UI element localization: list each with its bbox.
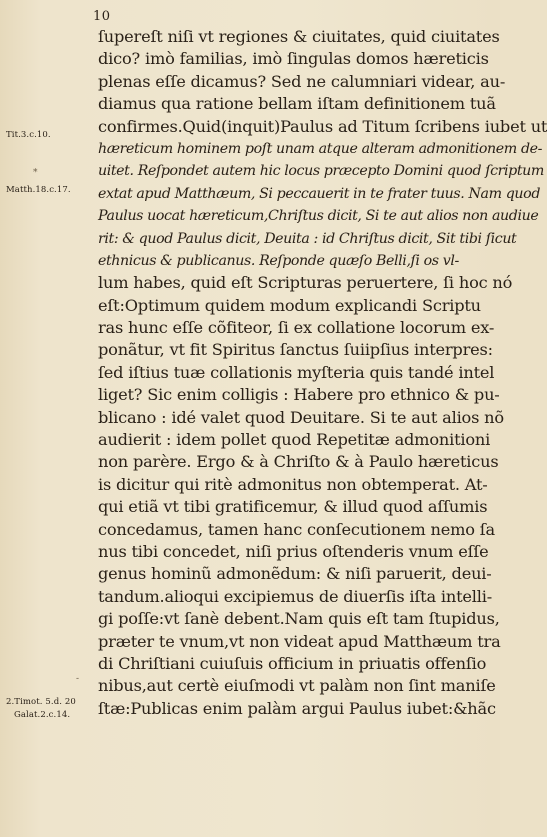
text-line: liget? Sic enim colligis : Habere pro ethnico & pu- — [98, 385, 500, 405]
text-line: nibus,aut certè eiuſmodi vt palàm non ſint maniſe — [98, 676, 496, 696]
stray-mark: - — [76, 674, 80, 684]
text-line: ſupereſt niſi vt regiones & ciuitates, quid ciuitates — [98, 27, 500, 46]
text-line: lum habes, quid eſt Scripturas peruertere, ſi hoc nó — [98, 273, 513, 293]
text-line: eſt:Optimum quidem modum explicandi Scriptu — [98, 295, 481, 315]
text-line: nus tibi concedet, niſi prius oſtenderis vnum eſſe — [98, 541, 489, 561]
text-line-italic: hæreticum hominem poſt unam atque alteram admonitionem de- — [98, 140, 543, 157]
text-line: genus hominũ admonẽdum: & niſi paruerit, deui- — [98, 564, 492, 584]
marginal-note-titus: Tit.3.c.10. — [6, 130, 51, 140]
text-line: non parère. Ergo & à Chriſto & à Paulo hæreticus — [98, 452, 499, 472]
text-line: tandum.alioqui excipiemus de diuerſis iſta intelli- — [98, 586, 492, 606]
text-line: concedamus, tamen hanc conſecutionem nemo ſa — [98, 519, 495, 539]
text-line-italic: Paulus uocat hæreticum,Chriſtus dicit, Si te aut alios non audiue — [98, 208, 539, 225]
page-number: 10 — [93, 9, 111, 24]
text-line: is dicitur qui ritè admonitus non obtemperat. At- — [98, 474, 488, 494]
text-line: dico? imò familias, imò ſingulas domos hæreticis — [98, 49, 489, 69]
body-text — [98, 26, 547, 720]
text-line-mixed: ethnicus & publicanus. Reſponde quæſo Belli,ſi os vl- — [98, 252, 459, 269]
stray-mark: * — [33, 168, 38, 178]
text-line-italic: rit: & quod Paulus dicit, Deuita : id Chriſtus dicit, Sit tibi ſicut — [98, 230, 517, 247]
text-line: plenas eſſe dicamus? Sed ne calumniari videar, au- — [98, 71, 506, 91]
text-line: ras hunc eſſe cõfiteor, ſi ex collatione locorum ex- — [98, 318, 495, 338]
text-line: qui etiã vt tibi gratificemur, & illud quod aſſumis — [98, 497, 488, 517]
text-line: di Chriſtiani cuiuſuis officium in priuatis offenſio — [98, 653, 487, 673]
text-line: audierit : idem pollet quod Repetitæ admonitioni — [98, 430, 491, 450]
text-line-italic: extat apud Matthæum, Si peccauerit in te frater tuus. Nam quod — [98, 185, 540, 202]
marginal-note-matthew: Matth.18.c.17. — [6, 185, 71, 195]
text-line: diamus qua ratione bellam iſtam definitionem tuã — [98, 94, 496, 114]
text-line: blicano : idé valet quod Deuitare. Si te aut alios nõ — [98, 407, 504, 427]
text-line: ponãtur, vt fit Spiritus ſanctus ſuiipſius interpres: — [98, 340, 493, 360]
text-line: ſtæ:Publicas enim palàm argui Paulus iubet:&hãc — [98, 698, 496, 718]
text-line: præter te vnum,vt non videat apud Matthæum tra — [98, 631, 501, 651]
text-line: ſed iſtius tuæ collationis myſteria quis tandé intel — [98, 362, 495, 382]
text-line-italic: uitet. Reſpondet autem hic locus præcepto Domini quod ſcriptum — [98, 163, 544, 180]
marginal-note-galatians: Galat.2.c.14. — [14, 710, 71, 720]
text-line: gi poſſe:vt ſanè debent.Nam quis eſt tam ſtupidus, — [98, 609, 500, 629]
text-line: confirmes.Quid(inquit)Paulus ad Titum ſcribens iubet ut — [98, 116, 547, 136]
marginal-note-timothy: 2.Timot. 5.d. 20 — [6, 697, 76, 707]
